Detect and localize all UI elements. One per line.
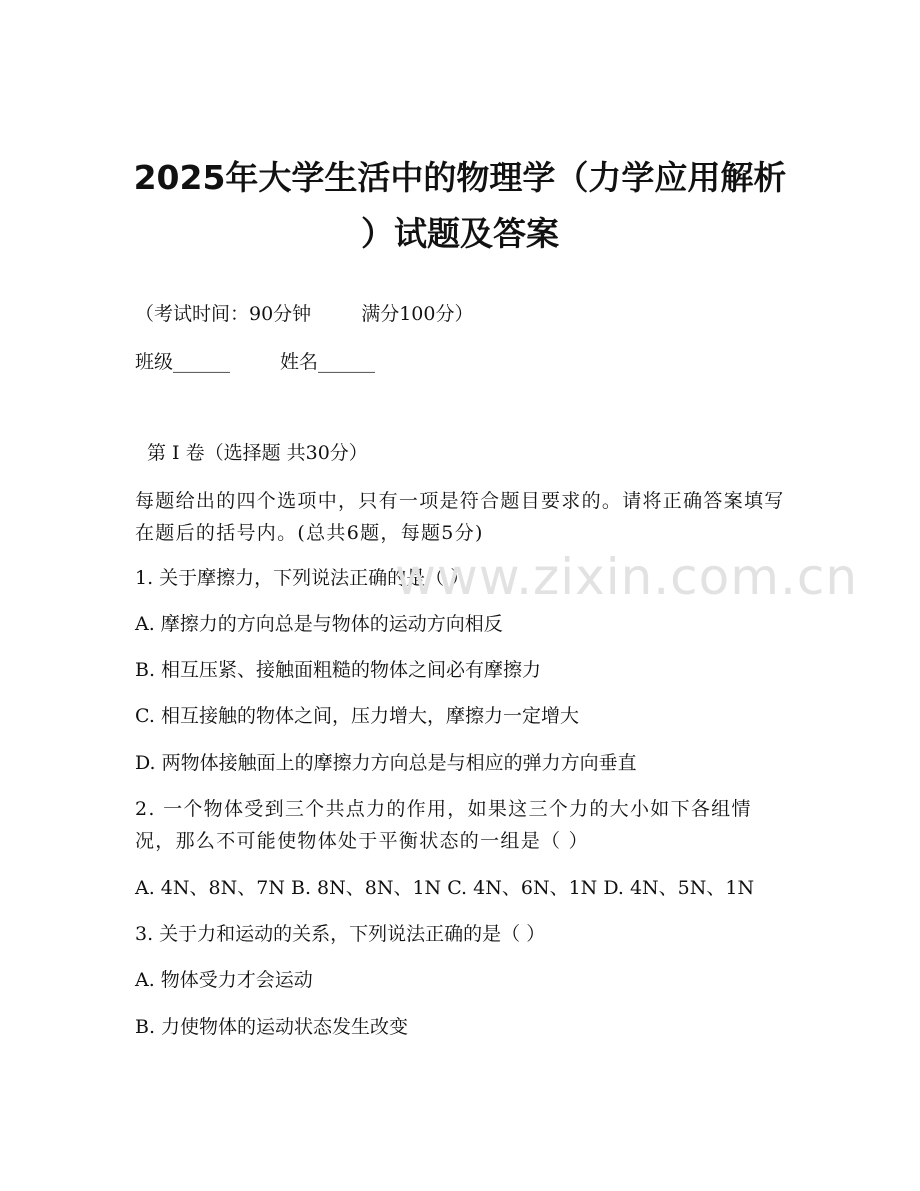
question-3-option-b: B. 力使物体的运动状态发生改变 [135, 1016, 409, 1038]
exam-score: 满分100分） [361, 303, 474, 325]
section-instructions: 每题给出的四个选项中，只有一项是符合题目要求的。请将正确答案填写在题后的括号内。(总共6题，每题5分) [135, 490, 785, 544]
question-2-stem: 2. 一个物体受到三个共点力的作用，如果这三个力的大小如下各组情况，那么不可能使物体处于平衡状态的一组是（ ） [135, 798, 752, 852]
question-3-stem: 3. 关于力和运动的关系，下列说法正确的是（ ） [135, 923, 546, 945]
name-field: 姓名______ [280, 351, 376, 373]
question-3-option-a: A. 物体受力才会运动 [135, 969, 313, 991]
question-1-stem: 1. 关于摩擦力，下列说法正确的是（ ） [135, 567, 470, 589]
question-1-option-b: B. 相互压紧、接触面粗糙的物体之间必有摩擦力 [135, 659, 542, 681]
section-heading: 第 I 卷（选择题 共30分） [147, 442, 368, 464]
question-2-options: A. 4N、8N、7N B. 8N、8N、1N C. 4N、6N、1N D. 4N、5N、1N [135, 877, 755, 899]
watermark-text: www.zixin.com.cn [395, 548, 859, 606]
title-line-2: ）试题及答案 [361, 214, 559, 253]
question-1-option-a: A. 摩擦力的方向总是与物体的运动方向相反 [135, 613, 503, 635]
class-field: 班级______ [135, 351, 231, 373]
question-1-option-d: D. 两物体接触面上的摩擦力方向总是与相应的弹力方向垂直 [135, 752, 637, 774]
title-line-1: 2025年大学生活中的物理学（力学应用解析 [133, 158, 787, 197]
exam-info [135, 302, 473, 326]
question-1-option-c: C. 相互接触的物体之间，压力增大，摩擦力一定增大 [135, 705, 579, 727]
exam-time: （考试时间：90分钟 [135, 303, 312, 325]
document-title [0, 150, 920, 262]
student-fields [135, 350, 375, 374]
